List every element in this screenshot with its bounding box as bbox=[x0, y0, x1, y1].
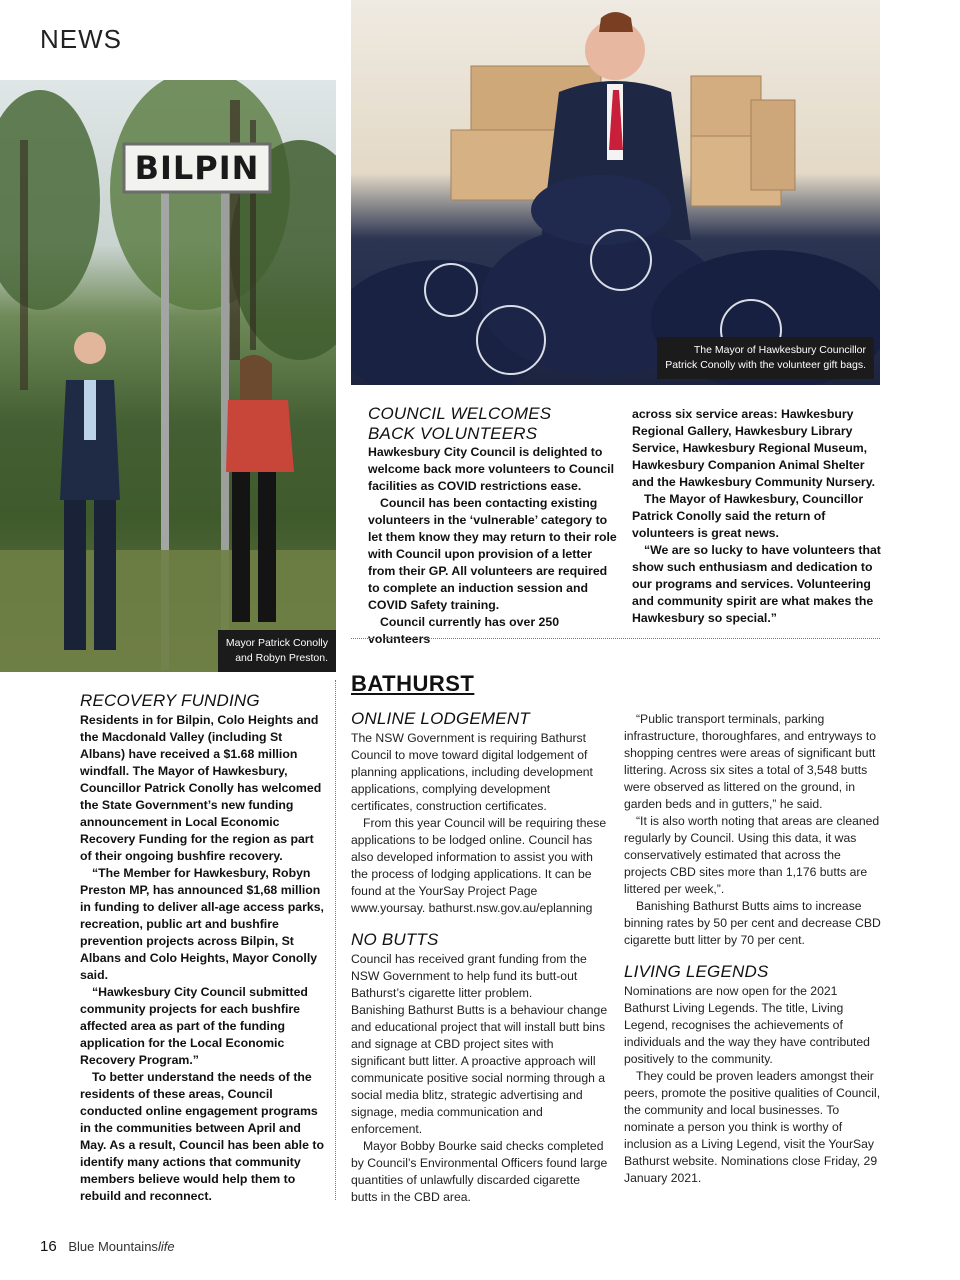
paragraph: Council has been contacting existing volunteers in the ‘vulnerable’ category to let them know they may return to their role with Council upon provision of a letter from their GP. All volunteers are required to complete an induction session and COVID Safety training. bbox=[368, 496, 617, 612]
recovery-heading: RECOVERY FUNDING bbox=[80, 691, 260, 710]
paragraph: To better understand the needs of the residents of these areas, Council conducted online engagement programs in the communities between April and May. As a result, Council has been able to identify many actions that community members believe would help them to rebuild and reconnect. bbox=[80, 1070, 324, 1203]
page-number: 16 bbox=[40, 1238, 57, 1255]
page-footer bbox=[40, 1238, 175, 1255]
paragraph: The Mayor of Hawkesbury, Councillor Patrick Conolly said the return of volunteers is great news. bbox=[632, 492, 864, 540]
sign-text: BILPIN bbox=[134, 149, 260, 187]
section-divider bbox=[351, 638, 880, 639]
paragraph: They could be proven leaders amongst their peers, promote the positive qualities of Council, the community and local businesses. To nominate a person you think is worthy of inclusion as a Living Legend, visit the YourSay Bathurst website. Nominations close Friday, 29 January 2021. bbox=[624, 1069, 881, 1185]
photo-caption-right: The Mayor of Hawkesbury Councillor Patrick Conolly with the volunteer gift bags. bbox=[657, 337, 874, 379]
column-divider bbox=[335, 680, 336, 1200]
bathurst-col2 bbox=[624, 711, 882, 1187]
photo-bilpin-sign bbox=[0, 80, 336, 672]
paragraph: Residents in for Bilpin, Colo Heights and the Macdonald Valley (including St Albans) have received a $1.68 million windfall. The Mayor of Hawkesbury, Councillor Patrick Conolly has welcomed the State Government’s new funding announcement in Local Economic Recovery Funding for the region as part of their ongoing bushfire recovery. bbox=[80, 713, 322, 863]
volunteers-body-col2 bbox=[632, 406, 882, 627]
paragraph: Hawkesbury City Council is delighted to welcome back more volunteers to Council facilities as COVID restrictions ease. bbox=[368, 445, 615, 493]
legends-heading: LIVING LEGENDS bbox=[624, 962, 769, 981]
nobutts-body bbox=[351, 951, 609, 1206]
recovery-article bbox=[80, 692, 324, 1205]
lodgement-body bbox=[351, 730, 609, 917]
section-label: NEWS bbox=[40, 24, 122, 54]
paragraph: Banishing Bathurst Butts aims to increase binning rates by 50 per cent and decrease CBD cigarette butt litter by 70 per cent. bbox=[624, 899, 881, 947]
paragraph: “It is also worth noting that areas are cleaned regularly by Council. Using this data, it was conservatively estimated that across the projects CBD sites more than 1,176 butts are littered per week,”. bbox=[624, 814, 880, 896]
bathurst-col1 bbox=[351, 710, 609, 1206]
volunteers-heading-line1: COUNCIL WELCOMES bbox=[368, 404, 552, 423]
photo-mayor-illustration bbox=[351, 0, 880, 385]
nobutts-heading: NO BUTTS bbox=[351, 930, 439, 949]
photo-caption-left: Mayor Patrick Conolly and Robyn Preston. bbox=[218, 630, 336, 672]
paragraph: Banishing Bathurst Butts is a behaviour change and educational project that will install butt bins and signage at CBD project sites with significant butt litter. A proactive approach will communicate positive social norming through a social media blitz, strategic advertising and signage, media communication and enforcement. bbox=[351, 1003, 608, 1136]
paragraph: across six service areas: Hawkesbury Regional Gallery, Hawkesbury Library Service, Hawkesbury Regional Museum, Hawkesbury Companion Animal Shelter and the Hawkesbury Community Nursery. bbox=[632, 407, 876, 489]
photo-mayor-bags bbox=[351, 0, 880, 385]
paragraph: “Hawkesbury City Council submitted community projects for each bushfire affected area as part of the funding application for the Local Economic Recovery Program.” bbox=[80, 985, 308, 1067]
paragraph: Nominations are now open for the 2021 Bathurst Living Legends. The title, Living Legend, recognises the achievements of individuals and the way they have contributed positively to the community. bbox=[624, 984, 870, 1066]
paragraph: Mayor Bobby Bourke said checks completed by Council’s Environmental Officers found large quantities of unlawfully discarded cigarette butts in the CBD area. bbox=[351, 1139, 608, 1204]
legends-body bbox=[624, 983, 882, 1187]
paragraph: “The Member for Hawkesbury, Robyn Preston MP, has announced $1,68 million in funding to deliver all-age access parks, recreation, public art and bushfire prevention projects across Bilpin, St Albans and Colo Heights, Mayor Conolly said. bbox=[80, 866, 324, 982]
publication-name: Blue Mountains bbox=[68, 1239, 158, 1254]
paragraph: Council currently has over 250 volunteers bbox=[368, 615, 560, 646]
paragraph: “Public transport terminals, parking infrastructure, thoroughfares, and entryways to shopping centres were areas of significant butt littering. Across six sites a total of 3,548 butts were observed as littered on the ground, in garden beds and in gutters,” he said. bbox=[624, 712, 877, 811]
volunteers-body-col1 bbox=[368, 444, 618, 648]
bathurst-title: BATHURST bbox=[351, 671, 475, 696]
volunteers-heading-line2: BACK VOLUNTEERS bbox=[368, 424, 538, 443]
lodgement-heading: ONLINE LODGEMENT bbox=[351, 709, 530, 728]
publication-suffix: life bbox=[157, 1239, 175, 1254]
volunteers-article-col1 bbox=[368, 405, 618, 648]
paragraph: Council has received grant funding from the NSW Government to help fund its butt-out Bathurst’s cigarette litter problem. bbox=[351, 952, 587, 1000]
paragraph: “We are so lucky to have volunteers that show such enthusiasm and dedication to our programs and services. Volunteering and community spirit are what makes the Hawkesbury so special.” bbox=[632, 543, 881, 625]
paragraph: The NSW Government is requiring Bathurst Council to move toward digital lodgement of planning applications, including development applications, complying development certificates, construction certificates. bbox=[351, 731, 593, 813]
paragraph: From this year Council will be requiring these applications to be lodged online. Council has also developed information to assist you with the process of lodging applications. It can be found at the YourSay Project Page www.yoursay. bathurst.nsw.gov.au/eplanning bbox=[351, 816, 607, 915]
volunteers-article-col2 bbox=[632, 406, 882, 627]
nobutts-body-continued bbox=[624, 711, 882, 949]
recovery-body bbox=[80, 712, 324, 1205]
